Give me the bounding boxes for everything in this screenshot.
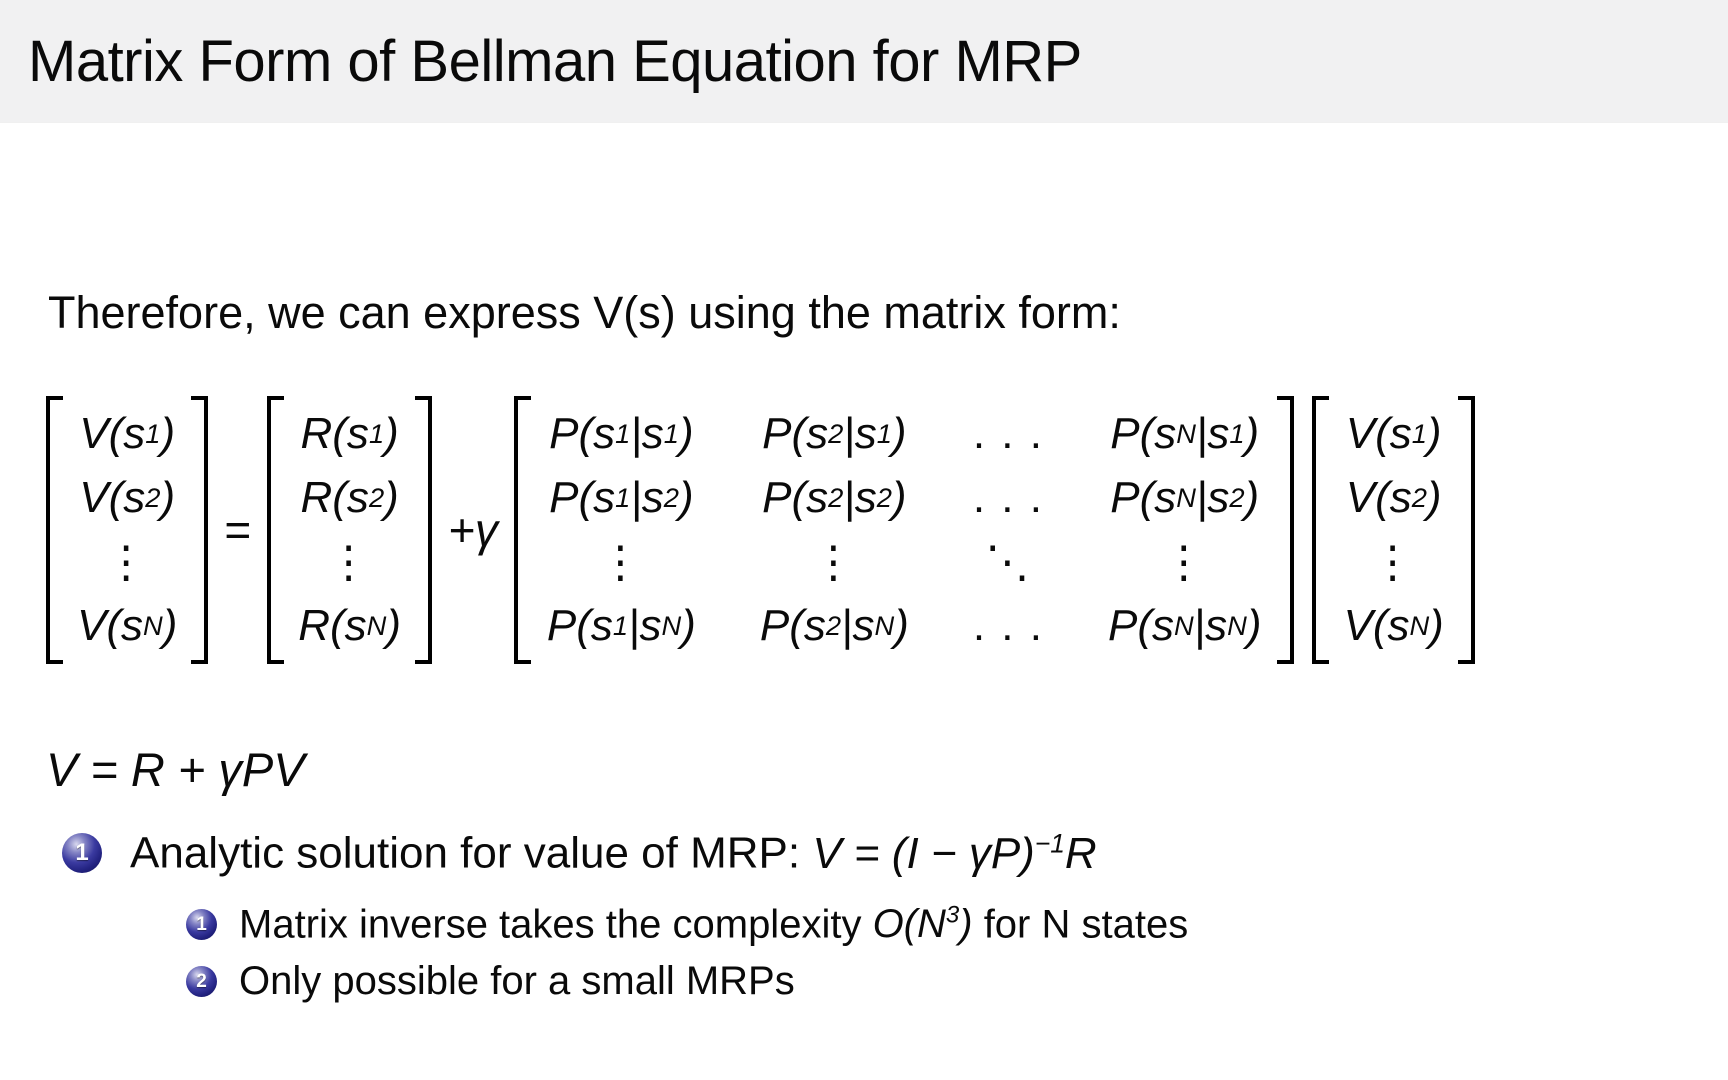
cdots: . . . xyxy=(972,409,1044,458)
matrix-cell: R(s 1 ) xyxy=(300,409,399,458)
r-vector xyxy=(267,396,432,664)
vdots: ⋮ xyxy=(104,537,151,587)
plus-gamma: +γ xyxy=(448,504,498,556)
compact-equation: V = R + γPV xyxy=(46,743,305,796)
bellman-matrix-equation xyxy=(46,396,1475,664)
enumerate-ball-icon: 1 xyxy=(186,909,217,940)
vdots: ⋮ xyxy=(598,537,645,587)
matrix-cell: P(s 2 |s 2 ) xyxy=(762,473,907,522)
matrix-cell: R(s N ) xyxy=(298,601,402,650)
cdots: . . . xyxy=(972,473,1044,522)
v-vector-left xyxy=(46,396,208,664)
matrix-cell: P(s N |s N ) xyxy=(1107,601,1262,650)
matrix-cell: V(s 1 ) xyxy=(79,409,176,458)
matrix-cell: P(s N |s 1 ) xyxy=(1110,409,1260,458)
list-item-analytic-solution xyxy=(62,828,1097,879)
matrix-cell: P(s N |s 2 ) xyxy=(1110,473,1260,522)
equals-sign: = xyxy=(224,504,252,556)
matrix-cell: P(s 2 |s N ) xyxy=(759,601,909,650)
matrix-cell: V(s N ) xyxy=(77,601,178,650)
right-bracket xyxy=(415,396,432,664)
matrix-cell: P(s 2 |s 1 ) xyxy=(762,409,907,458)
v-vector-right xyxy=(1312,396,1474,664)
left-bracket xyxy=(1312,396,1329,664)
matrix-cell: V(s 2 ) xyxy=(79,473,176,522)
left-bracket xyxy=(267,396,284,664)
left-bracket xyxy=(514,396,531,664)
cdots: . . . xyxy=(972,601,1044,650)
list-item-text: Analytic solution for value of MRP: $V = (I - \gamma P)^{-1}R$ xyxy=(130,828,1097,878)
list-subitem-small-mrps xyxy=(186,959,795,1004)
matrix-cell: V(s 1 ) xyxy=(1345,409,1442,458)
vdots: ⋮ xyxy=(1370,537,1417,587)
ddots: ⋱ xyxy=(985,537,1032,587)
matrix-cell: P(s 1 |s 1 ) xyxy=(549,409,694,458)
slide-title-bar xyxy=(0,0,1728,122)
matrix-cell: P(s 1 |s N ) xyxy=(546,601,696,650)
page-title: Matrix Form of Bellman Equation for MRP xyxy=(28,28,1082,94)
list-item-text: Only possible for a small MRPs xyxy=(239,959,795,1003)
list-item-text: Matrix inverse takes the complexity $O(N^3)$ for N states xyxy=(239,902,1189,947)
matrix-cell: P(s 1 |s 2 ) xyxy=(549,473,694,522)
intro-text: Therefore, we can express V(s) using the matrix form: xyxy=(48,287,1121,338)
left-bracket xyxy=(46,396,63,664)
matrix-cell: V(s N ) xyxy=(1343,601,1444,650)
enumerate-ball-icon: 1 xyxy=(62,833,102,873)
enumerate-ball-icon: 2 xyxy=(186,966,217,997)
p-transition-matrix xyxy=(514,396,1295,664)
list-subitem-matrix-inverse xyxy=(186,902,1188,947)
right-bracket xyxy=(1458,396,1475,664)
right-bracket xyxy=(191,396,208,664)
matrix-cell: V(s 2 ) xyxy=(1345,473,1442,522)
inline-math: $O(N^3)$ xyxy=(872,902,973,947)
matrix-cell: R(s 2 ) xyxy=(300,473,399,522)
vdots: ⋮ xyxy=(326,537,373,587)
inline-math: $V = (I - \gamma P)^{-1}R$ xyxy=(812,828,1097,878)
vdots: ⋮ xyxy=(1161,537,1208,587)
right-bracket xyxy=(1277,396,1294,664)
vdots: ⋮ xyxy=(811,537,858,587)
